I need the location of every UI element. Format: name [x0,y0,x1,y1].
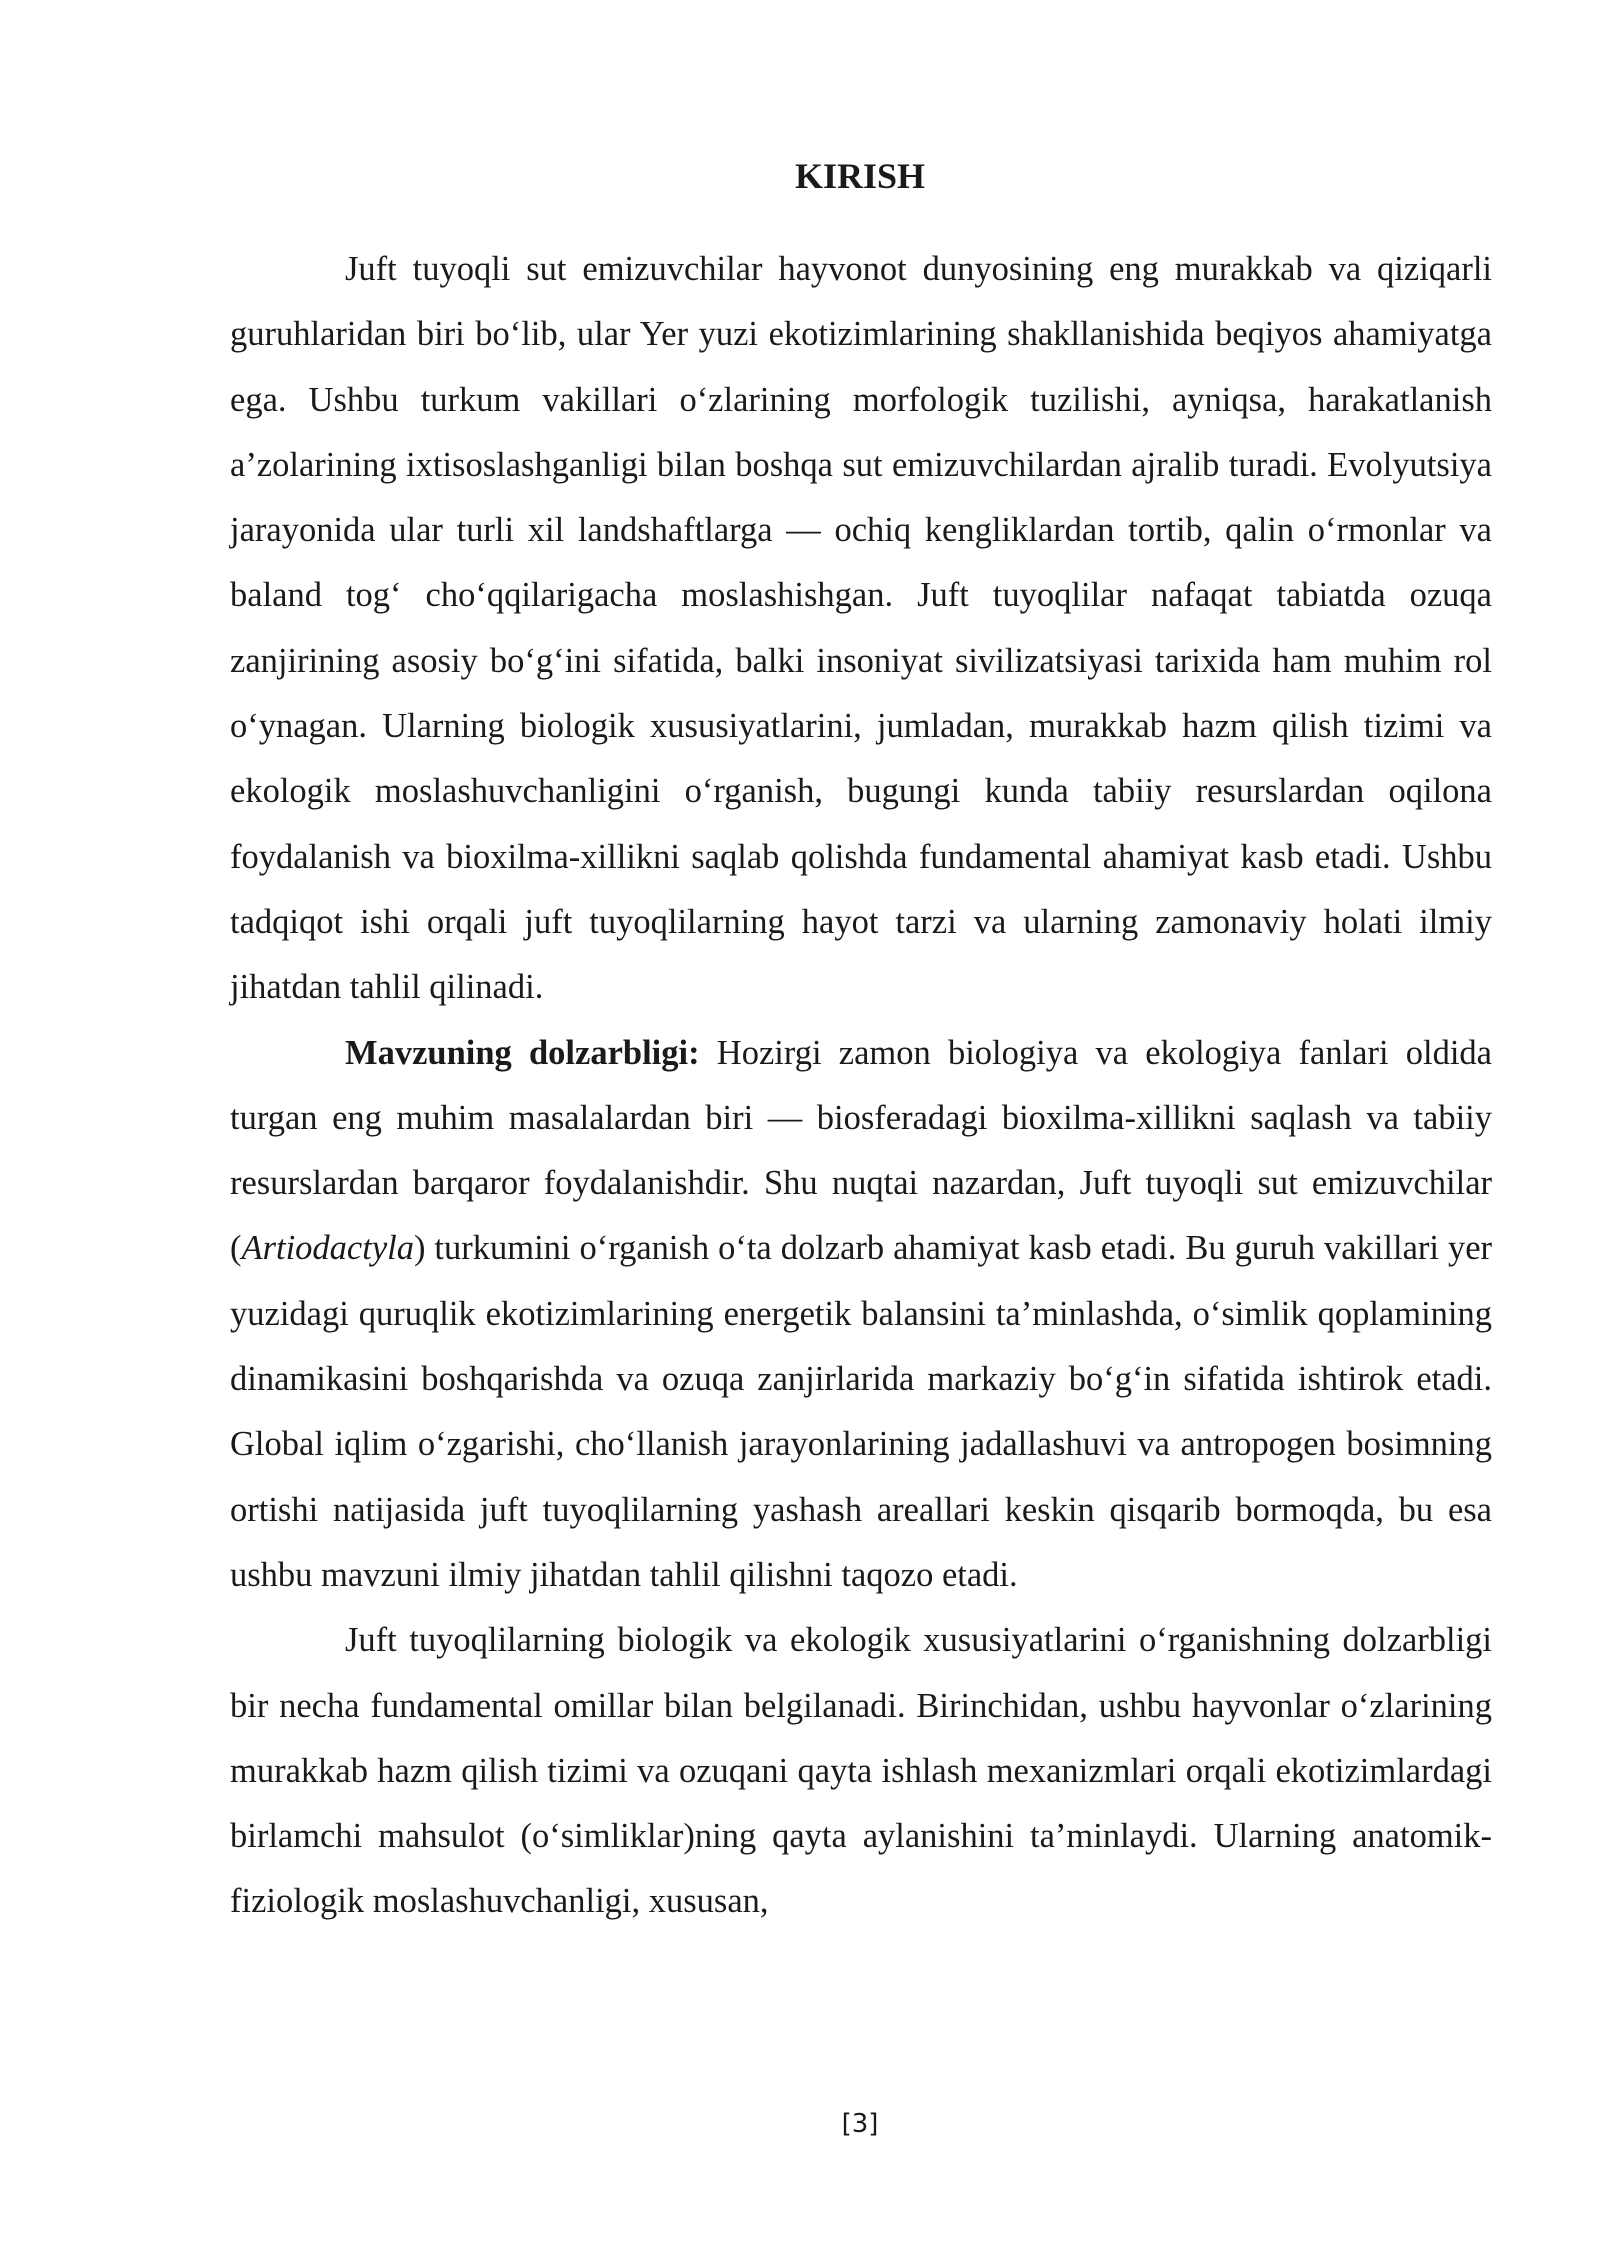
paragraph-text: Hozirgi zamon biologiya va ekologiya fanlari oldida turgan eng muhim masalalardan biri — biosferadagi bioxilma-xillikni saqlash va tabiiy resurslardan barqaror foydalanishdir. Shu nuqtai nazardan, Juft tuyoqli sut emizuvchilar ( [230,1033,1492,1268]
paragraph-lead-heading: Mavzuning dolzarbligi: [345,1033,700,1072]
paragraph-text: Juft tuyoqli sut emizuvchilar hayvonot dunyosining eng murakkab va qiziqarli guruhlaridan biri bo‘lib, ular Yer yuzi ekotizimlarining shakllanishida beqiyos ahamiyatga ega. Ushbu turkum vakillari o‘zlarining morfologik tuzilishi, ayniqsa, harakatlanish a’zolarining ixtisoslashganligi bilan boshqa sut emizuvchilardan ajralib turadi. Evolyutsiya jarayonida ular turli xil landshaftlarga — ochiq kengliklardan tortib, qalin o‘rmonlar va baland tog‘ cho‘qqilarigacha moslashishgan. Juft tuyoqlilar nafaqat tabiatda ozuqa zanjirining asosiy bo‘g‘ini sifatida, balki insoniyat sivilizatsiyasi tarixida ham muhim rol o‘ynagan. Ularning biologik xususiyatlarini, jumladan, murakkab hazm qilish tizimi va ekologik moslashuvchanligini o‘rganish, bugungi kunda tabiiy resurslardan oqilona foydalanish va bioxilma-xillikni saqlab qolishda fundamental ahamiyat kasb etadi. Ushbu tadqiqot ishi orqali juft tuyoqlilarning hayot tarzi va ularning zamonaviy holati ilmiy jihatdan tahlil qilinadi. [230,250,1492,1007]
paragraph-text: ) turkumini o‘rganish o‘ta dolzarb ahamiyat kasb etadi. Bu guruh vakillari yer yuzidagi quruqlik ekotizimlarining energetik balansini ta’minlashda, o‘simlik qoplamining dinamikasini boshqarishda va ozuqa zanjirlarida markaziy bo‘g‘in sifatida ishtirok etadi. Global iqlim o‘zgarishi, cho‘llanish jarayonlarining jadallashuvi va antropogen bosimning ortishi natijasida juft tuyoqlilarning yashash areallari keskin qisqarib bormoqda, bu esa ushbu mavzuni ilmiy jihatdan tahlil qilishni taqozo etadi. [230,1229,1492,1594]
body-text [230,237,1492,1935]
paragraph-text: Juft tuyoqlilarning biologik va ekologik xususiyatlarini o‘rganishning dolzarbligi bir necha fundamental omillar bilan belgilanadi. Birinchidan, ushbu hayvonlar o‘zlarining murakkab hazm qilish tizimi va ozuqani qayta ishlash mexanizmlari orqali ekotizimlardagi birlamchi mahsulot (o‘simliklar)ning qayta aylanishini ta’minlaydi. Ularning anatomik-fiziologik moslashuvchanligi, xususan, [230,1621,1492,1921]
paragraph-factors [230,1608,1492,1934]
paragraph-relevance [230,1021,1492,1609]
latin-term: Artiodactyla [241,1229,414,1268]
page-title: KIRISH [794,156,926,196]
paragraph-intro [230,237,1492,1021]
page-number: [3] [841,2109,879,2139]
